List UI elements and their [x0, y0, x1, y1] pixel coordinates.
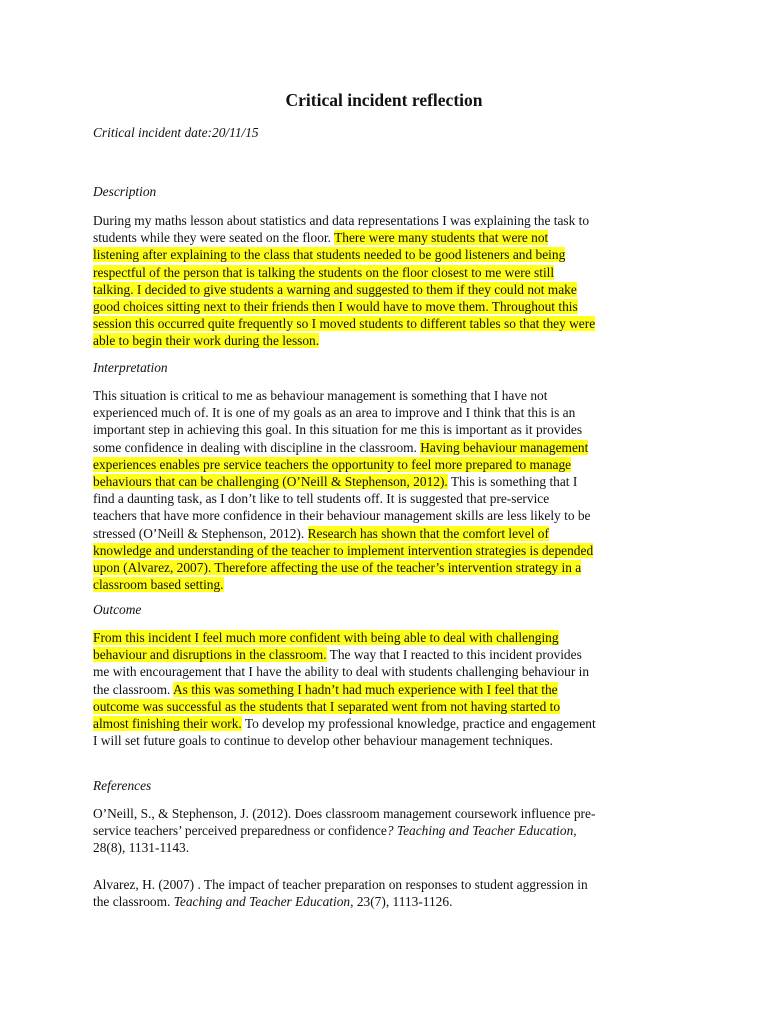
highlighted-text: As this was something I hadn’t had much experience with I feel that the: [172, 681, 558, 697]
outcome-paragraph: [93, 629, 683, 749]
highlighted-text: From this incident I feel much more confident with being able to deal with challenging: [93, 630, 559, 645]
highlighted-text: experiences enables pre service teachers the opportunity to feel more prepared to manage: [93, 456, 572, 472]
paragraph-line: [93, 421, 683, 438]
paragraph-line: [93, 559, 683, 576]
paragraph-line: [93, 439, 683, 456]
reference-oneill: [93, 805, 673, 857]
highlighted-text: knowledge and understanding of the teacher to implement intervention strategies is depended: [93, 542, 594, 558]
description-heading: Description: [93, 184, 157, 199]
body-text: me with encouragement that I have the ability to deal with students challenging behaviour in: [93, 664, 590, 680]
reference-alvarez: [93, 876, 673, 910]
references-heading: References: [93, 778, 152, 793]
reference-line: O’Neill, S., & Stephenson, J. (2012). Does classroom management coursework influence pre-: [93, 806, 596, 821]
description-paragraph: [93, 212, 683, 350]
body-text: The way that I reacted to this incident provides: [326, 647, 582, 663]
paragraph-line: [93, 473, 683, 490]
body-text: I will set future goals to continue to develop other behaviour management techniques.: [93, 733, 553, 749]
interpretation-heading: Interpretation: [93, 360, 168, 375]
body-text: teachers that have more confidence in their behaviour management skills are less likely to be: [93, 508, 591, 524]
highlighted-text: outcome was successful as the students that I separated went from not having started to: [93, 698, 561, 714]
highlighted-text: good choices sitting next to their friends then I would have to move them. Throughout this: [93, 298, 578, 314]
highlighted-text: able to begin their work during the lesson.: [93, 333, 320, 349]
body-text: some confidence in dealing with discipline in the classroom.: [93, 439, 421, 455]
page-title: Critical incident reflection: [285, 90, 483, 110]
body-text: experienced much of. It is one of my goals as an area to improve and I think that this is an: [93, 405, 576, 421]
highlighted-text: There were many students that were not: [334, 230, 549, 246]
reference-line: [93, 822, 673, 839]
paragraph-line: [93, 264, 683, 281]
paragraph-line: [93, 698, 683, 715]
body-text: This is something that I: [447, 473, 578, 489]
paragraph-line: [93, 507, 683, 524]
highlighted-text: Having behaviour management: [420, 439, 589, 455]
paragraph-line: [93, 404, 683, 421]
paragraph-line: [93, 525, 683, 542]
paragraph-line: [93, 246, 683, 263]
highlighted-text: Research has shown that the comfort level of: [307, 525, 549, 541]
highlighted-text: upon (Alvarez, 2007). Therefore affecting the use of the teacher’s intervention strategy in a: [93, 559, 582, 575]
paragraph-line: [93, 629, 683, 646]
incident-date: Critical incident date:20/11/15: [93, 125, 259, 140]
highlighted-text: session this occurred quite frequently so I moved students to different tables so that they were: [93, 316, 596, 332]
journal-title: ? Teaching and Teacher Education,: [386, 823, 577, 839]
paragraph-line: [93, 663, 683, 680]
body-text: the classroom.: [93, 681, 173, 697]
paragraph-line: [93, 315, 683, 332]
paragraph-line: [93, 646, 683, 663]
paragraph-line: [93, 212, 683, 229]
paragraph-line: [93, 332, 683, 349]
paragraph-line: [93, 732, 683, 749]
paragraph-line: [93, 229, 683, 246]
body-text: This situation is critical to me as behaviour management is something that I have not: [93, 388, 548, 403]
body-text: To develop my professional knowledge, practice and engagement: [241, 715, 596, 731]
paragraph-line: [93, 298, 683, 315]
interpretation-paragraph: [93, 387, 683, 593]
reference-line: [93, 893, 673, 910]
highlighted-text: respectful of the person that is talking the students on the floor closest to me were still: [93, 264, 555, 280]
paragraph-line: [93, 387, 683, 404]
body-text: During my maths lesson about statistics and data representations I was explaining the task to: [93, 213, 590, 228]
paragraph-line: [93, 681, 683, 698]
body-text: stressed (O’Neill & Stephenson, 2012).: [93, 525, 308, 541]
reference-line: 28(8), 1131-1143.: [93, 840, 190, 856]
body-text: important step in achieving this goal. In this situation for me this is important as it provides: [93, 422, 583, 438]
outcome-heading: Outcome: [93, 602, 142, 617]
highlighted-text: behaviour and disruptions in the classroom.: [93, 647, 327, 663]
paragraph-line: [93, 490, 683, 507]
highlighted-text: talking. I decided to give students a warning and suggested to them if they could not make: [93, 281, 577, 297]
highlighted-text: classroom based setting.: [93, 577, 224, 593]
highlighted-text: behaviours that can be challenging (O’Neill & Stephenson, 2012).: [93, 473, 448, 489]
paragraph-line: [93, 281, 683, 298]
reference-text: , 23(7), 1113-1126.: [350, 894, 453, 910]
paragraph-line: [93, 542, 683, 559]
paragraph-line: [93, 576, 683, 593]
paragraph-line: [93, 456, 683, 473]
paragraph-line: [93, 715, 683, 732]
highlighted-text: listening after explaining to the class that students needed to be good listeners and being: [93, 247, 566, 263]
body-text: students while they were seated on the floor.: [93, 230, 335, 246]
journal-title: Teaching and Teacher Education: [173, 894, 351, 910]
highlighted-text: almost finishing their work.: [93, 715, 242, 731]
reference-line: Alvarez, H. (2007) . The impact of teacher preparation on responses to student aggression in: [93, 877, 588, 892]
body-text: find a daunting task, as I don’t like to tell students off. It is suggested that pre-service: [93, 491, 550, 507]
reference-text: service teachers’ perceived preparedness or confidence: [93, 823, 387, 839]
reference-text: the classroom.: [93, 894, 174, 910]
